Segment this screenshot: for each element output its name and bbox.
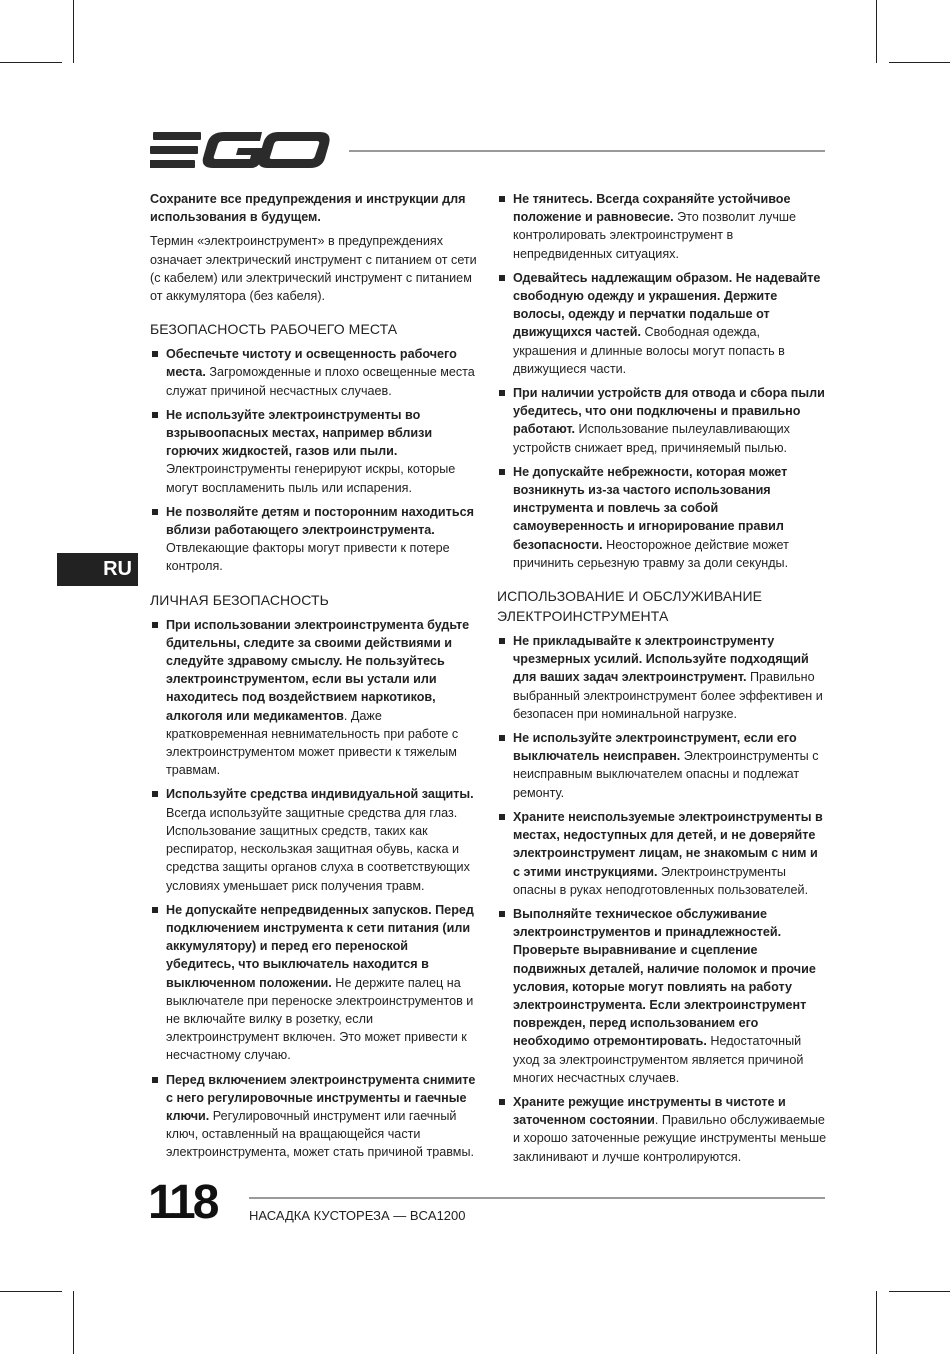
- list-item: Перед включением электроинструмента снимите с него регулировочные инструменты и гаечные ключи. Регулировочный инструмент или гаечный ключ, оставленный на вращающейся части электроинструмента, может стать причиной травмы.: [150, 1071, 478, 1162]
- list-item: Выполняйте техническое обслуживание электроинструментов и принадлежностей. Проверьте выравнивание и сцепление подвижных деталей, наличие поломок и прочие условия, которые могут повлиять на работу электроинструмента. Если электроинструмент поврежден, перед использованием его необходимо отремонтировать. Недостаточный уход за электроинструментом является причиной многих несчастных случаев.: [497, 905, 827, 1087]
- list-item: При наличии устройств для отвода и сбора пыли убедитесь, что они подключены и правильно работают. Использование пылеулавливающих устройств снижает вред, причиняемый пылью.: [497, 384, 827, 457]
- personal-safety-list: [150, 616, 478, 1162]
- list-item: При использовании электроинструмента будьте бдительны, следите за своими действиями и следуйте здравому смыслу. Не пользуйтесь электроинструментом, если вы устали или находитесь под воздействием наркотиков, алкоголя или медикаментов. Даже кратковременная невнимательность при работе с электроинструментом может привести к тяжелым травмам.: [150, 616, 478, 780]
- bullet-icon: [152, 412, 158, 418]
- crop-mark: [876, 1291, 877, 1354]
- list-item: Не используйте электроинструмент, если его выключатель неисправен. Электроинструменты с неисправным выключателем опасны и подлежат ремонту.: [497, 729, 827, 802]
- list-item: Храните режущие инструменты в чистоте и заточенном состоянии. Правильно обслуживаемые и хорошо заточенные режущие инструменты меньше заклинивают и лучше контролируются.: [497, 1093, 827, 1166]
- page-number: 118: [148, 1176, 217, 1229]
- list-item: Не допускайте непредвиденных запусков. Перед подключением инструмента к сети питания (или аккумулятору) и перед его переноской убедитесь, что выключатель находится в выключенном положении. Не держите палец на выключателе при переноске электроинструментов и не включайте вилку в розетку, если электроинструмент включен. Это может привести к несчастному случаю.: [150, 901, 478, 1065]
- intro-bold: Сохраните все предупреждения и инструкции для использования в будущем.: [150, 192, 466, 225]
- bullet-icon: [499, 275, 505, 281]
- section-title-personal-safety: ЛИЧНАЯ БЕЗОПАСНОСТЬ: [150, 591, 329, 608]
- bullet-icon: [499, 469, 505, 475]
- crop-mark: [73, 0, 74, 63]
- bullet-icon: [499, 390, 505, 396]
- section-title-tool-use: ИСПОЛЬЗОВАНИЕ И ОБСЛУЖИВАНИЕ ЭЛЕКТРОИНСТРУМЕНТА: [497, 588, 763, 625]
- bullet-icon: [152, 791, 158, 797]
- bullet-icon: [152, 622, 158, 628]
- list-item: Не прикладывайте к электроинструменту чрезмерных усилий. Используйте подходящий для ваших задач электроинструмент. Правильно выбранный электроинструмент более эффективен и безопасен при номинальной нагрузке.: [497, 632, 827, 723]
- list-item: Не допускайте небрежности, которая может возникнуть из-за частого использования инструмента и повлечь за собой самоуверенность и игнорирование правил безопасности. Неосторожное действие может причинить серьезную травму за доли секунды.: [497, 463, 827, 572]
- left-column: [150, 190, 478, 1168]
- section-title-work-area: БЕЗОПАСНОСТЬ РАБОЧЕГО МЕСТА: [150, 321, 398, 338]
- ego-logo-mark: [150, 130, 332, 170]
- bullet-icon: [152, 907, 158, 913]
- intro-text: Термин «электроинструмент» в предупреждениях означает электрический инструмент с питанием от сети (с кабелем) или электрический инструмент с питанием от аккумулятора (без кабеля).: [150, 234, 477, 304]
- list-item: Используйте средства индивидуальной защиты. Всегда используйте защитные средства для глаз. Использование защитных средств, таких как респиратор, нескользкая защитная обувь, каска и средства защиты органов слуха в соответствующих условиях уменьшает риск получения травм.: [150, 785, 478, 894]
- list-item: Храните неиспользуемые электроинструменты в местах, недоступных для детей, и не доверяйте электроинструмент лицам, не знакомым с ним и с этими инструкциями. Электроинструменты опасны в руках неподготовленных пользователей.: [497, 808, 827, 899]
- bullet-icon: [499, 638, 505, 644]
- bullet-icon: [152, 351, 158, 357]
- language-tab: RU: [57, 553, 138, 586]
- bullet-icon: [499, 911, 505, 917]
- bullet-icon: [499, 196, 505, 202]
- bullet-icon: [152, 509, 158, 515]
- right-column: [497, 190, 827, 1172]
- bullet-icon: [499, 814, 505, 820]
- crop-mark: [889, 1291, 950, 1292]
- crop-mark: [73, 1291, 74, 1354]
- bullet-icon: [152, 1077, 158, 1083]
- work-area-list: [150, 345, 478, 575]
- personal-safety-list-continued: [497, 190, 827, 572]
- footer-title: НАСАДКА КУСТОРЕЗА — BCA1200: [249, 1208, 466, 1223]
- crop-mark: [0, 62, 62, 63]
- crop-mark: [889, 62, 950, 63]
- crop-mark: [0, 1291, 62, 1292]
- bullet-icon: [499, 735, 505, 741]
- list-item: Обеспечьте чистоту и освещенность рабочего места. Загроможденные и плохо освещенные места служат причиной несчастных случаев.: [150, 345, 478, 400]
- bullet-icon: [499, 1099, 505, 1105]
- list-item: Не позволяйте детям и посторонним находиться вблизи работающего электроинструмента. Отвлекающие факторы могут привести к потере контроля.: [150, 503, 478, 576]
- crop-mark: [876, 0, 877, 63]
- tool-use-list: [497, 632, 827, 1166]
- list-item: Не используйте электроинструменты во взрывоопасных местах, например вблизи горючих жидкостей, газов или пыли. Электроинструменты генерируют искры, которые могут воспламенить пыль или испарения.: [150, 406, 478, 497]
- header-rule: [349, 150, 825, 152]
- footer-rule: [249, 1197, 825, 1199]
- ego-logo: [150, 130, 332, 170]
- list-item: Одевайтесь надлежащим образом. Не надевайте свободную одежду и украшения. Держите волосы, одежду и перчатки подальше от движущихся частей. Свободная одежда, украшения и длинные волосы могут попасть в движущиеся части.: [497, 269, 827, 378]
- list-item: Не тянитесь. Всегда сохраняйте устойчивое положение и равновесие. Это позволит лучше контролировать электроинструмент в непредвиденных ситуациях.: [497, 190, 827, 263]
